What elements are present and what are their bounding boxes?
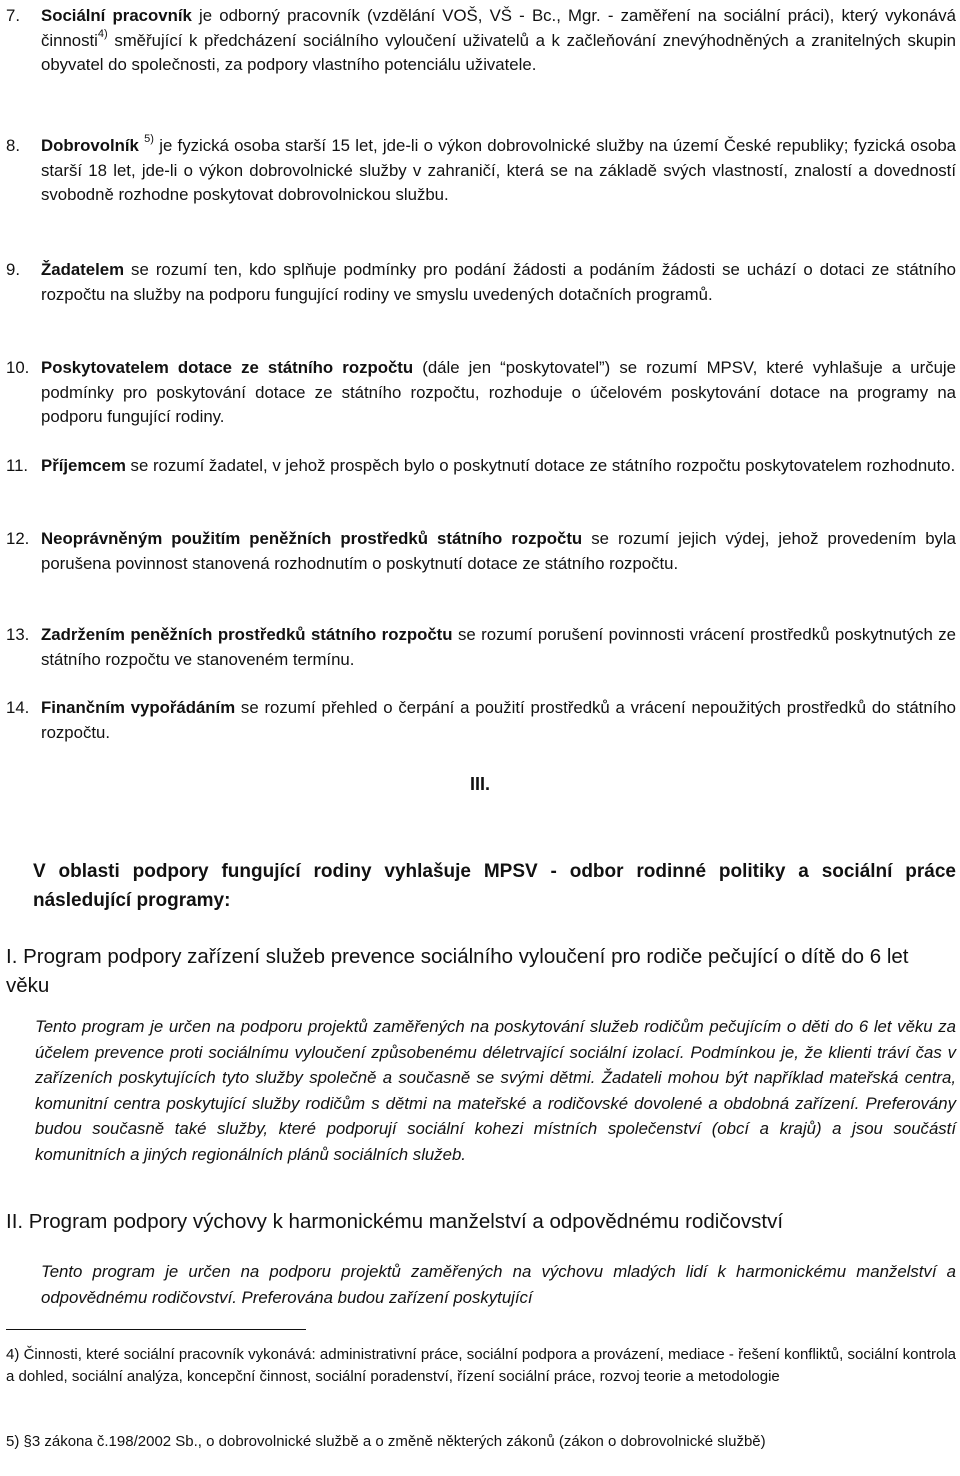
definition-body: [41, 356, 956, 430]
footnote-ref: 4): [97, 27, 108, 40]
definition-number: 13.: [6, 625, 30, 644]
definition-item: [6, 4, 956, 78]
definition-body: [41, 4, 956, 78]
definition-number: 14.: [6, 698, 30, 717]
definition-text: se rozumí žadatel, v jehož prospěch bylo o poskytnutí dotace ze státního rozpočtu poskytovatelem rozhodnuto.: [125, 456, 956, 475]
definition-body: [41, 527, 956, 576]
definition-item: [6, 454, 956, 479]
definition-item: [6, 258, 956, 307]
program-heading: II. Program podpory výchovy k harmonickému manželství a odpovědnému rodičovství: [6, 1210, 784, 1233]
footnote: 5) §3 zákona č.198/2002 Sb., o dobrovolnické službě a o změně některých zákonů (zákon o dobrovolnické službě): [6, 1433, 766, 1450]
definition-text: směřující k předcházení sociálního vyloučení uživatelů a k začleňování znevýhodněných a zranitelných skupin obyvatel do společnosti, za podpory vlastního potenciálu uživatele.: [41, 30, 956, 74]
definition-body: [41, 623, 956, 672]
footnote-ref: 5): [144, 133, 154, 146]
definition-text: (dále jen “poskytovatel”) se rozumí MPSV, které vyhlašuje a určuje podmínky pro poskytování dotace ze státního rozpočtu, rozhoduje o účelovém poskytování dotace na programy na podporu fungující rodiny.: [41, 358, 956, 426]
definition-term: Zadržením peněžních prostředků státního rozpočtu: [41, 625, 453, 644]
definition-term: Žadatelem: [41, 260, 125, 279]
definition-item: [6, 356, 956, 430]
definition-text: je odborný pracovník (vzdělání VOŠ, VŠ - Bc., Mgr. - zaměření na sociální práci), který vykonává činnosti: [41, 6, 956, 50]
definition-text: se rozumí přehled o čerpání a použití prostředků a vrácení nepoužitých prostředků do státního rozpočtu.: [41, 698, 957, 742]
definition-number: 11.: [6, 456, 29, 475]
program-description: Tento program je určen na podporu projektů zaměřených na poskytování služeb rodičům pečujícím o děti do 6 let věku za účelem prevence proti sociálnímu vyloučení způsobenému déletrvající sociální izolací. Podmínkou je, že klienti tráví čas v zařízeních poskytujících tyto služby společně a současně se svými dětmi. Žadateli mohou být například mateřská centra, komunitní centra poskytující služby rodičům s dětmi na mateřské a rodičovské dovolené a obdobná zařízení. Preferovány budou současně také služby, které podporují sociální kohezi místních společenství (obcí a krajů) a jsou součástí komunitních a jiných regionálních plánů sociálních služeb.: [35, 1017, 956, 1164]
definition-term: Příjemcem: [41, 456, 126, 475]
definition-term: Neoprávněným použitím peněžních prostředků státního rozpočtu: [41, 529, 583, 548]
definition-body: [41, 454, 956, 479]
definition-body: [41, 696, 956, 745]
definition-term: Poskytovatelem dotace ze státního rozpočtu: [41, 358, 414, 377]
definition-number: 10.: [6, 358, 30, 377]
program-heading: I. Program podpory zařízení služeb prevence sociálního vyloučení pro rodiče pečující o dítě do 6 let věku: [6, 945, 909, 997]
definition-text: se rozumí porušení povinnosti vrácení prostředků poskytnutých ze státního rozpočtu ve stanoveném termínu.: [41, 625, 956, 669]
definition-number: 7.: [6, 6, 20, 25]
definition-number: 8.: [6, 136, 20, 155]
definition-number: 12.: [6, 529, 30, 548]
definition-item: [6, 696, 956, 745]
section-number: III.: [469, 774, 490, 794]
definition-term: Finančním vypořádáním: [41, 698, 236, 717]
footnote: 4) Činnosti, které sociální pracovník vykonává: administrativní práce, sociální podpora a provázení, mediace - řešení konfliktů, sociální kontrola a dohled, sociální analýza, koncepční činnost, sociální poradenství, řízení sociální práce, rozvoj teorie a metodologie: [6, 1346, 956, 1385]
definition-term: Sociální pracovník: [41, 6, 192, 25]
section-title: V oblasti podpory fungující rodiny vyhlašuje MPSV - odbor rodinné politiky a sociální práce následující programy:: [33, 861, 956, 911]
definition-text: se rozumí ten, kdo splňuje podmínky pro podání žádosti a podáním žádosti se uchází o dotaci ze státního rozpočtu na služby na podporu fungující rodiny ve smyslu uvedených dotačních programů.: [41, 260, 956, 304]
definition-body: [41, 258, 956, 307]
program-description: Tento program je určen na podporu projektů zaměřených na výchovu mladých lidí k harmonickému manželství a odpovědnému rodičovství. Preferována budou zařízení poskytující: [41, 1262, 956, 1307]
definition-number: 9.: [6, 260, 20, 279]
definition-text: se rozumí jejich výdej, jehož provedením byla porušena povinnost stanovená rozhodnutím o poskytnutí dotace ze státního rozpočtu.: [41, 529, 956, 573]
definition-item: [6, 527, 956, 576]
definition-item: [6, 623, 956, 672]
definition-body: [41, 134, 956, 208]
definition-term: Dobrovolník: [41, 136, 139, 155]
footnote-divider: [6, 1329, 306, 1330]
definition-text: je fyzická osoba starší 15 let, jde-li o výkon dobrovolnické služby na území České republiky; fyzická osoba starší 18 let, jde-li o výkon dobrovolnické služby v zahraničí, která se na základě svých vlastností, znalostí a dovedností svobodně rozhodne poskytovat dobrovolnickou službu.: [41, 136, 956, 204]
definition-item: [6, 134, 956, 208]
